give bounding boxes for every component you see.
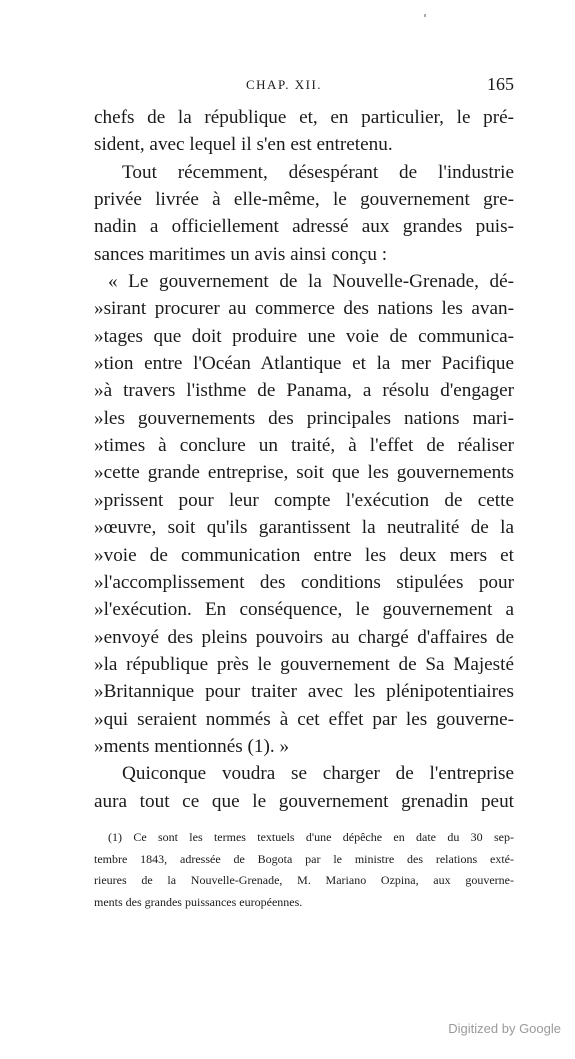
text-line: sances maritimes un avis ainsi conçu : (94, 243, 388, 265)
text-line: privée livrée à elle-même, le gouvernement gre- (94, 189, 514, 211)
text-line: »l'exécution. En conséquence, le gouvernement a (94, 599, 514, 621)
text-line: »times à conclure un traité, à l'effet de réaliser (94, 435, 514, 457)
text-line: »envoyé des pleins pouvoirs au chargé d'affaires de (94, 626, 514, 648)
text-line: »les gouvernements des principales nations mari- (94, 407, 514, 429)
paper-speck (424, 14, 426, 17)
text-line: aura tout ce que le gouvernement grenadin peut (94, 790, 514, 812)
footnote-line: ments des grandes puissances européennes. (94, 894, 303, 909)
footnote (94, 827, 514, 913)
page-header (96, 74, 514, 96)
digitization-watermark: Digitized by Google (448, 1021, 561, 1036)
page-number: 165 (487, 74, 514, 94)
text-line: »ments mentionnés (1). » (94, 735, 290, 757)
footnote-line: tembre 1843, adressée de Bogota par le ministre des relations exté- (94, 851, 514, 866)
text-line: nadin a officiellement adressé aux grandes puis- (94, 216, 514, 238)
text-line: »sirant procurer au commerce des nations les avan- (94, 298, 514, 320)
footnote-line: rieures de la Nouvelle-Grenade, M. Mariano Ozpina, aux gouverne- (94, 873, 514, 887)
text-line: sident, avec lequel il s'en est entretenu. (94, 134, 393, 156)
text-line: »tion entre l'Océan Atlantique et la mer Pacifique (94, 353, 514, 375)
text-line: »voie de communication entre les deux mers et (94, 544, 514, 566)
text-line: »l'accomplissement des conditions stipulées pour (94, 571, 514, 593)
main-text (94, 104, 514, 815)
text-line: »œuvre, soit qu'ils garantissent la neutralité de la (94, 517, 514, 539)
text-line: »à travers l'isthme de Panama, a résolu d'engager (94, 380, 514, 402)
text-line: »qui seraient nommés à cet effet par les gouverne- (94, 708, 514, 730)
text-line: « Le gouvernement de la Nouvelle-Grenade, dé- (108, 271, 514, 293)
text-line: Tout récemment, désespérant de l'industrie (122, 161, 514, 183)
running-head: CHAP. XII. (246, 77, 323, 92)
footnote-line: (1) Ce sont les termes textuels d'une dépêche en date du 30 sep- (108, 830, 514, 844)
text-line: »prissent pour leur compte l'exécution de cette (94, 489, 514, 511)
text-line: »tages que doit produire une voie de communica- (94, 325, 514, 347)
text-line: chefs de la république et, en particulier, le pré- (94, 107, 514, 128)
text-line: Quiconque voudra se charger de l'entreprise (122, 763, 514, 785)
text-line: »la république près le gouvernement de Sa Majesté (94, 653, 514, 675)
text-line: »Britannique pour traiter avec les plénipotentiaires (94, 681, 514, 703)
text-line: »cette grande entreprise, soit que les gouvernements (94, 462, 514, 484)
